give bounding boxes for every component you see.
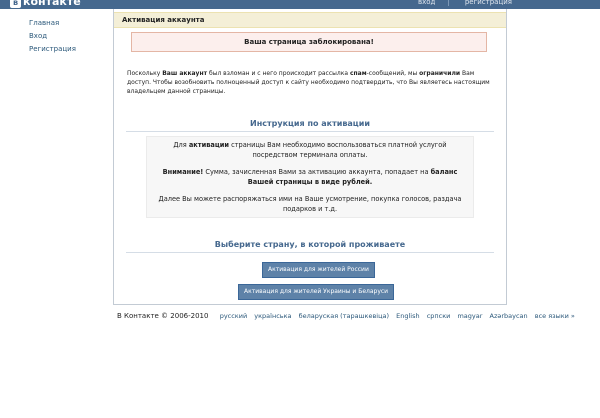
language-list xyxy=(215,312,575,320)
blocked-notice: Ваша страница заблокирована! xyxy=(131,32,487,52)
instructions-heading: Инструкция по активации xyxy=(126,119,494,132)
divider xyxy=(448,0,449,6)
instructions-box xyxy=(146,136,474,218)
lang-link[interactable]: English xyxy=(396,312,420,320)
top-header-bar xyxy=(0,0,600,9)
copyright: В Контакте © 2006-2010 xyxy=(117,312,209,320)
page-title-bar xyxy=(114,12,506,28)
page-title: Активация аккаунта xyxy=(122,16,205,24)
sidebar-item-register[interactable]: Регистрация xyxy=(29,45,76,53)
logo-text: контакте xyxy=(23,0,81,8)
activate-russia-button[interactable]: Активация для жителей России xyxy=(262,262,375,278)
logo[interactable] xyxy=(0,0,90,9)
sidebar xyxy=(29,17,76,56)
country-heading: Выберите страну, в которой проживаете xyxy=(126,240,494,253)
instruction-paragraph: Для активации страницы Вам необходимо воспользоваться платной услугой посредством терминала оплаты. xyxy=(173,141,447,159)
register-link[interactable]: регистрация xyxy=(464,0,512,6)
warning-paragraph: Внимание! Сумма, зачисленная Вами за активацию аккаунта, попадает на баланс Вашей страницы в виде рублей. xyxy=(162,168,458,186)
lang-link[interactable]: српски xyxy=(426,312,451,320)
lang-link[interactable]: українська xyxy=(254,312,292,320)
lang-link[interactable]: беларуская (тарашкевіца) xyxy=(298,312,390,320)
intro-text: Поскольку Ваш аккаунт был взломан и с него происходит рассылка спам-сообщений, мы ограничили Вам доступ. Чтобы возобновить полноценный доступ к сайту необходимо подтвердить, что Вы являетесь настоящим владельцем данной страницы. xyxy=(127,70,490,95)
login-link[interactable]: вход xyxy=(417,0,436,6)
footer xyxy=(117,312,575,320)
lang-link[interactable]: Azərbaycan xyxy=(489,312,528,320)
all-languages-link[interactable]: все языки » xyxy=(534,312,575,320)
lang-link[interactable]: русский xyxy=(219,312,248,320)
usage-paragraph: Далее Вы можете распоряжаться ими на Ваше усмотрение, покупка голосов, раздача подарков и т.д. xyxy=(158,195,462,213)
lang-link[interactable]: magyar xyxy=(457,312,483,320)
top-links xyxy=(404,0,512,6)
main-panel xyxy=(113,9,507,305)
sidebar-item-home[interactable]: Главная xyxy=(29,19,60,27)
logo-icon: в xyxy=(10,0,21,8)
sidebar-item-login[interactable]: Вход xyxy=(29,32,48,40)
activate-ukraine-belarus-button[interactable]: Активация для жителей Украины и Беларуси xyxy=(238,284,394,300)
